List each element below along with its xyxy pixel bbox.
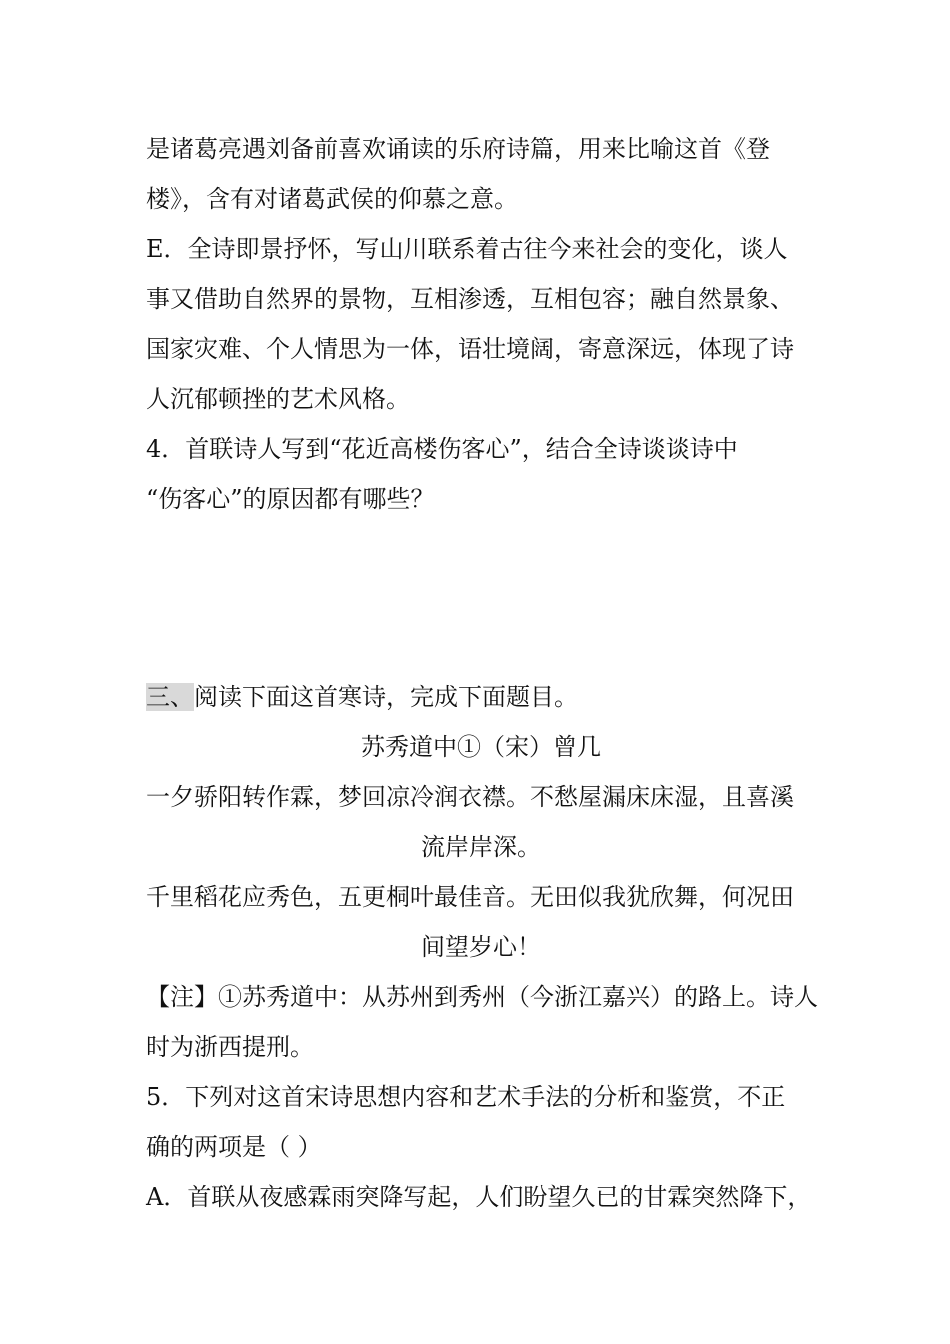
section-3-number: 三、 [146,683,194,711]
option-e-line-1: E．全诗即景抒怀，写山川联系着古往今来社会的变化，谈人 [146,235,788,263]
poem-line-1b: 流岸岸深。 [421,833,541,861]
text-line-2: 楼》，含有对诸葛武侯的仰慕之意。 [146,185,518,213]
option-e-line-3: 国家灾难、个人情思为一体，语壮境阔，寄意深远，体现了诗 [146,335,794,363]
question-5-line-1: 5．下列对这首宋诗思想内容和艺术手法的分析和鉴赏，不正 [146,1083,786,1111]
option-e-line-4: 人沉郁顿挫的艺术风格。 [146,385,410,413]
text-line-1: 是诸葛亮遇刘备前喜欢诵读的乐府诗篇，用来比喻这首《登 [146,135,770,163]
poem-line-1a: 一夕骄阳转作霖，梦回凉冷润衣襟。不愁屋漏床床湿，且喜溪 [146,783,794,811]
note-line-2: 时为浙西提刑。 [146,1033,314,1061]
poem-line-2b: 间望岁心！ [421,933,541,961]
note-line-1: 【注】①苏秀道中：从苏州到秀州（今浙江嘉兴）的路上。诗人 [146,983,818,1011]
option-a-line-1: A．首联从夜感霖雨突降写起，人们盼望久已的甘霖突然降下， [146,1183,812,1211]
question-5-line-2: 确的两项是（ ） [146,1133,322,1161]
question-4-line-2: “伤客心”的原因都有哪些？ [146,485,435,513]
section-3-instruction: 阅读下面这首寒诗，完成下面题目。 [194,683,578,711]
question-4-line-1: 4．首联诗人写到“花近高楼伤客心”，结合全诗谈谈诗中 [146,435,738,463]
section-3-heading [146,682,816,712]
poem-title: 苏秀道中①（宋）曾几 [361,733,601,761]
poem-line-2a: 千里稻花应秀色，五更桐叶最佳音。无田似我犹欣舞，何况田 [146,883,794,911]
option-e-line-2: 事又借助自然界的景物，互相渗透，互相包容；融自然景象、 [146,285,794,313]
